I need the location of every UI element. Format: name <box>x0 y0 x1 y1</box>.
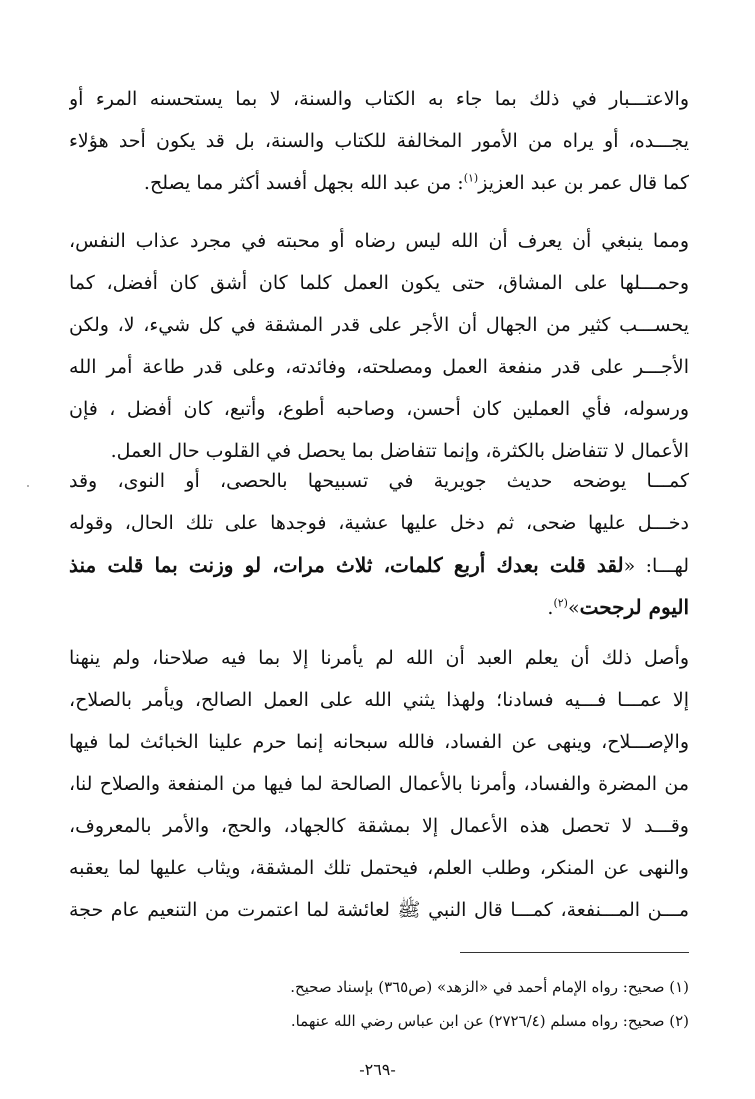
text-line: وأصل ذلك أن يعلم العبد أن الله لم يأمرنا إلا بما فيه صلاحنا، ولم ينهنا <box>69 647 689 669</box>
text-segment: لهـــا: « <box>623 555 689 577</box>
text-line: دخـــل عليها ضحى، ثم دخل عليها عشية، فوجدها على تلك الحال، وقوله <box>69 512 689 534</box>
text-line: يجـــده، أو يراه من الأمور المخالفة للكتاب والسنة، بل قد يكون أحد هؤلاء <box>69 130 689 152</box>
text-segment: . <box>547 597 554 619</box>
hadith-quote: لقد قلت بعدك أربع كلمات، ثلاث مرات، لو وزنت بما قلت منذ <box>69 553 624 577</box>
quote-mark: » <box>567 597 580 619</box>
text-line: ورسوله، فأي العملين كان أحسن، وصاحبه أطوع، وأتبع، كان أفضل ، فإن <box>69 398 689 420</box>
text-line: مـــن المـــنفعة، كمـــا قال النبي ﷺ لعائشة لما اعتمرت من التنعيم عام حجة <box>69 899 689 921</box>
text-line: كمـــا يوضحه حديث جويرية في تسبيحها بالحصى، أو النوى، وقد <box>69 470 689 492</box>
text-line: والنهى عن المنكر، وطلب العلم، فيحتمل تلك المشقة، ويثاب عليها لما يعقبه <box>69 857 689 879</box>
text-line: يحســـب كثير من الجهال أن الأجر على قدر المشقة في كل شيء، لا، ولكن <box>69 314 689 336</box>
text-line: وحمـــلها على المشاق، حتى يكون العمل كلما كان أشق كان أفضل، كما <box>69 272 689 294</box>
footnote-1: (١) صحيح: رواه الإمام أحمد في «الزهد» (ص٣٦٥) بإسناد صحيح. <box>290 978 689 996</box>
hadith-quote: اليوم لرجحت <box>579 595 689 619</box>
footnote-separator <box>460 952 689 953</box>
text-line: الأعمال لا تتفاضل بالكثرة، وإنما تتفاضل بما يحصل في القلوب حال العمل. <box>110 440 689 462</box>
page-number: -٢٦٩- <box>359 1060 396 1079</box>
text-line <box>69 586 689 628</box>
paragraph-4 <box>69 637 689 931</box>
text-segment: كما قال عمر بن عبد العزيز <box>478 172 689 194</box>
footnote-reference: (٢) <box>553 596 568 610</box>
text-line: وقـــد لا تحصل هذه الأعمال إلا بمشقة كالجهاد، والحج، والأمر بالمعروف، <box>69 815 689 837</box>
text-segment: : من عبد الله بجهل أفسد أكثر مما يصلح. <box>143 172 464 194</box>
text-line: من المضرة والفساد، وأمرنا بالأعمال الصالحة لما فيها من المنفعة والصلاح لنا، <box>69 773 689 795</box>
text-line: والإصـــلاح، وينهى عن الفساد، فالله سبحانه إنما حرم علينا الخبائث لما فيها <box>69 731 689 753</box>
footnote-reference: (١) <box>463 171 479 185</box>
paragraph-3 <box>69 460 689 628</box>
paragraph-2 <box>69 220 689 472</box>
text-line: والاعتـــبار في ذلك بما جاء به الكتاب والسنة، لا بما يستحسنه المرء أو <box>69 88 689 110</box>
text-line: الأجـــر على قدر منفعة العمل ومصلحته، وفائدته، وعلى قدر طاعة أمر الله <box>69 356 689 378</box>
text-line <box>69 544 689 586</box>
margin-speck <box>27 485 29 487</box>
text-line: ومما ينبغي أن يعرف أن الله ليس رضاه أو محبته في مجرد عذاب النفس، <box>69 230 689 252</box>
footnote-2: (٢) صحيح: رواه مسلم (٢٧٢٦/٤) عن ابن عباس رضي الله عنهما. <box>290 1012 689 1030</box>
text-line: إلا عمـــا فـــيه فسادنا؛ ولهذا يثني الله على العمل الصالح، ويأمر بالصلاح، <box>69 689 689 711</box>
text-line <box>69 162 689 204</box>
paragraph-1 <box>69 78 689 204</box>
